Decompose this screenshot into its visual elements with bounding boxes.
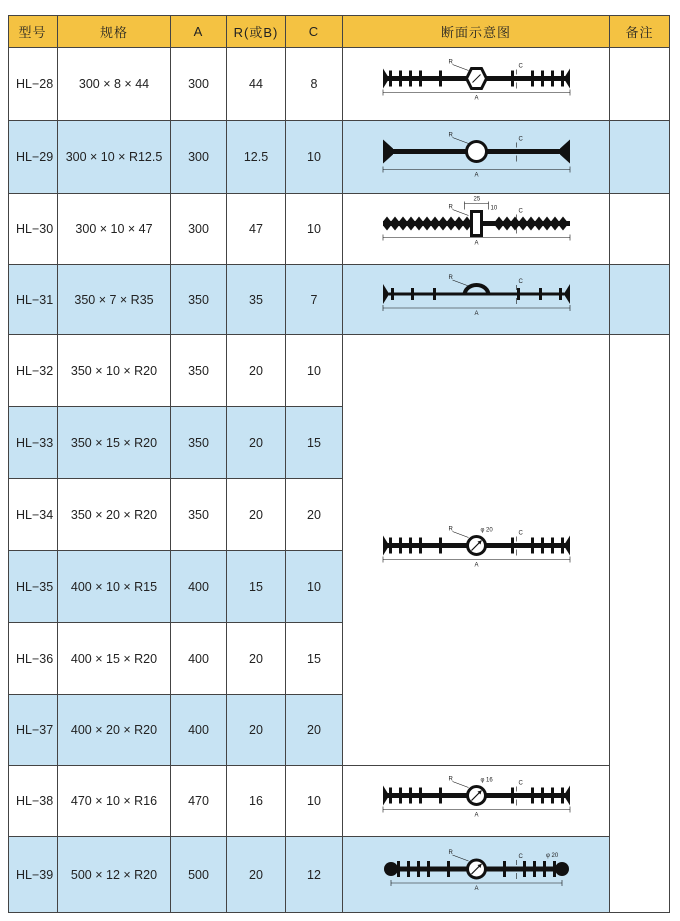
diagram-cell-4 bbox=[343, 335, 610, 766]
row-10-model-text: HL−38 bbox=[16, 794, 54, 808]
row-2-a-text: 300 bbox=[188, 222, 209, 236]
row-5-r-text: 20 bbox=[249, 435, 263, 450]
row-7-c bbox=[286, 551, 343, 623]
header-model bbox=[8, 15, 58, 48]
row-10-model bbox=[8, 766, 58, 837]
row-5-model bbox=[8, 407, 58, 479]
row-6-model bbox=[8, 479, 58, 551]
row-0-spec bbox=[58, 48, 171, 121]
row-9-c bbox=[286, 695, 343, 766]
row-9-r bbox=[227, 695, 286, 766]
row-5-r bbox=[227, 407, 286, 479]
c-label: C bbox=[518, 530, 523, 537]
row-10-a bbox=[171, 766, 227, 837]
row-4-a bbox=[171, 335, 227, 407]
diagram-cell-0 bbox=[343, 48, 610, 121]
row-6-spec bbox=[58, 479, 171, 551]
row-2-model bbox=[8, 194, 58, 265]
remark-cell-1 bbox=[610, 121, 670, 194]
row-3-spec bbox=[58, 265, 171, 335]
row-11-a bbox=[171, 837, 227, 913]
row-7-a bbox=[171, 551, 227, 623]
header-r-text: R(或B) bbox=[233, 24, 279, 40]
row-11-c-text: 12 bbox=[307, 867, 321, 882]
cross-section-diagram-0 bbox=[343, 48, 610, 121]
row-4-r-text: 20 bbox=[249, 363, 263, 378]
remark-cell-2 bbox=[610, 194, 670, 265]
row-10-spec bbox=[58, 766, 171, 837]
header-diagram-text: 断面示意图 bbox=[440, 24, 511, 40]
row-8-r bbox=[227, 623, 286, 695]
c-label: C bbox=[518, 63, 523, 70]
row-3-r-text: 35 bbox=[249, 292, 263, 307]
row-8-r-text: 20 bbox=[249, 651, 263, 666]
row-7-spec bbox=[58, 551, 171, 623]
row-10-r-text: 16 bbox=[249, 794, 263, 808]
row-9-a bbox=[171, 695, 227, 766]
row-9-r-text: 20 bbox=[249, 723, 263, 737]
a-label: A bbox=[474, 562, 479, 569]
r-label: R bbox=[448, 59, 453, 66]
row-1-model-text: HL−29 bbox=[16, 150, 54, 164]
row-5-a-text: 350 bbox=[188, 435, 209, 450]
row-4-r bbox=[227, 335, 286, 407]
remark-cell-4 bbox=[610, 335, 670, 913]
row-0-c bbox=[286, 48, 343, 121]
row-6-r-text: 20 bbox=[249, 507, 263, 522]
dim-10-label: 10 bbox=[490, 205, 498, 212]
row-0-a-text: 300 bbox=[188, 77, 209, 91]
row-10-c-text: 10 bbox=[307, 794, 321, 808]
row-1-model bbox=[8, 121, 58, 194]
row-6-model-text: HL−34 bbox=[16, 507, 54, 522]
header-spec-text: 规格 bbox=[99, 24, 128, 40]
diagram-cell-6 bbox=[343, 837, 610, 913]
row-8-a-text: 400 bbox=[188, 651, 209, 666]
row-3-a bbox=[171, 265, 227, 335]
row-5-c bbox=[286, 407, 343, 479]
row-0-spec-text: 300 × 8 × 44 bbox=[78, 77, 150, 91]
row-2-r-text: 47 bbox=[249, 222, 263, 236]
row-10-a-text: 470 bbox=[188, 794, 209, 808]
row-3-model bbox=[8, 265, 58, 335]
row-10-spec-text: 470 × 10 × R16 bbox=[70, 794, 158, 808]
cross-section-diagram-2 bbox=[343, 194, 610, 265]
spec-table bbox=[8, 15, 670, 913]
c-label: C bbox=[518, 136, 523, 143]
row-6-c bbox=[286, 479, 343, 551]
header-remark bbox=[610, 15, 670, 48]
row-7-r-text: 15 bbox=[249, 579, 263, 594]
row-2-model-text: HL−30 bbox=[16, 222, 54, 236]
cross-section-diagram-5 bbox=[343, 766, 610, 837]
header-a-text: A bbox=[193, 23, 204, 39]
diagram-cell-5 bbox=[343, 766, 610, 837]
row-9-model-text: HL−37 bbox=[16, 723, 54, 737]
row-10-r bbox=[227, 766, 286, 837]
row-8-spec bbox=[58, 623, 171, 695]
row-0-model bbox=[8, 48, 58, 121]
c-label: C bbox=[518, 208, 523, 215]
row-11-model-text: HL−39 bbox=[16, 867, 54, 882]
row-0-c-text: 8 bbox=[310, 77, 318, 91]
r-label: R bbox=[448, 204, 453, 211]
row-11-a-text: 500 bbox=[188, 867, 209, 882]
header-remark-text: 备注 bbox=[625, 24, 654, 40]
row-4-a-text: 350 bbox=[188, 363, 209, 378]
row-6-c-text: 20 bbox=[307, 507, 321, 522]
row-5-a bbox=[171, 407, 227, 479]
row-8-spec-text: 400 × 15 × R20 bbox=[70, 651, 158, 666]
row-6-spec-text: 350 × 20 × R20 bbox=[70, 507, 158, 522]
row-8-model-text: HL−36 bbox=[16, 651, 54, 666]
row-11-spec bbox=[58, 837, 171, 913]
c-label: C bbox=[518, 279, 523, 285]
row-0-r bbox=[227, 48, 286, 121]
row-7-a-text: 400 bbox=[188, 579, 209, 594]
row-4-spec-text: 350 × 10 × R20 bbox=[70, 363, 158, 378]
row-7-model bbox=[8, 551, 58, 623]
row-1-r bbox=[227, 121, 286, 194]
a-label: A bbox=[474, 172, 479, 179]
phi-label: φ 16 bbox=[480, 777, 493, 784]
diagram-cell-1 bbox=[343, 121, 610, 194]
row-1-spec bbox=[58, 121, 171, 194]
row-2-spec-text: 300 × 10 × 47 bbox=[75, 222, 153, 236]
cross-section-diagram-1 bbox=[343, 121, 610, 194]
remark-cell-0 bbox=[610, 48, 670, 121]
row-5-spec-text: 350 × 15 × R20 bbox=[70, 435, 158, 450]
row-3-spec-text: 350 × 7 × R35 bbox=[74, 292, 154, 307]
row-11-c bbox=[286, 837, 343, 913]
header-c bbox=[286, 15, 343, 48]
row-8-a bbox=[171, 623, 227, 695]
end-phi-label: φ 20 bbox=[546, 853, 559, 859]
row-1-spec-text: 300 × 10 × R12.5 bbox=[65, 150, 163, 164]
header-r bbox=[227, 15, 286, 48]
row-10-c bbox=[286, 766, 343, 837]
row-4-model bbox=[8, 335, 58, 407]
row-11-r-text: 20 bbox=[249, 867, 263, 882]
row-8-model bbox=[8, 623, 58, 695]
row-8-c-text: 15 bbox=[307, 651, 321, 666]
row-6-a-text: 350 bbox=[188, 507, 209, 522]
row-3-c-text: 7 bbox=[310, 292, 318, 307]
row-11-r bbox=[227, 837, 286, 913]
row-7-model-text: HL−35 bbox=[16, 579, 54, 594]
row-1-a-text: 300 bbox=[188, 150, 209, 164]
row-3-c bbox=[286, 265, 343, 335]
row-11-spec-text: 500 × 12 × R20 bbox=[70, 867, 158, 882]
dim-25-label: 25 bbox=[473, 196, 481, 203]
row-1-c-text: 10 bbox=[307, 150, 321, 164]
row-7-c-text: 10 bbox=[307, 579, 321, 594]
c-label: C bbox=[518, 780, 523, 787]
row-2-r bbox=[227, 194, 286, 265]
row-5-c-text: 15 bbox=[307, 435, 321, 450]
a-label: A bbox=[474, 812, 479, 819]
cross-section-diagram-4 bbox=[343, 335, 610, 766]
row-9-c-text: 20 bbox=[307, 723, 321, 737]
row-6-r bbox=[227, 479, 286, 551]
row-2-c bbox=[286, 194, 343, 265]
r-label: R bbox=[448, 850, 453, 856]
a-label: A bbox=[474, 95, 479, 102]
row-5-spec bbox=[58, 407, 171, 479]
row-0-r-text: 44 bbox=[249, 77, 263, 91]
row-1-a bbox=[171, 121, 227, 194]
row-7-spec-text: 400 × 10 × R15 bbox=[70, 579, 158, 594]
row-5-model-text: HL−33 bbox=[16, 435, 54, 450]
row-6-a bbox=[171, 479, 227, 551]
a-label: A bbox=[474, 311, 479, 317]
row-1-r-text: 12.5 bbox=[243, 150, 269, 164]
row-7-r bbox=[227, 551, 286, 623]
row-9-spec-text: 400 × 20 × R20 bbox=[70, 723, 158, 737]
cross-section-diagram-6 bbox=[343, 837, 610, 913]
row-4-c-text: 10 bbox=[307, 363, 321, 378]
row-3-a-text: 350 bbox=[188, 292, 209, 307]
header-c-text: C bbox=[308, 23, 320, 39]
phi-label: φ 20 bbox=[480, 527, 493, 534]
row-8-c bbox=[286, 623, 343, 695]
remark-cell-3 bbox=[610, 265, 670, 335]
row-2-c-text: 10 bbox=[307, 222, 321, 236]
row-3-r bbox=[227, 265, 286, 335]
row-2-a bbox=[171, 194, 227, 265]
r-label: R bbox=[448, 526, 453, 533]
row-4-c bbox=[286, 335, 343, 407]
row-4-spec bbox=[58, 335, 171, 407]
header-a bbox=[171, 15, 227, 48]
row-4-model-text: HL−32 bbox=[16, 363, 54, 378]
row-9-a-text: 400 bbox=[188, 723, 209, 737]
row-0-a bbox=[171, 48, 227, 121]
row-9-model bbox=[8, 695, 58, 766]
header-model-text: 型号 bbox=[18, 24, 47, 40]
header-spec bbox=[58, 15, 171, 48]
row-0-model-text: HL−28 bbox=[16, 77, 54, 91]
row-2-spec bbox=[58, 194, 171, 265]
a-label: A bbox=[474, 240, 479, 247]
row-1-c bbox=[286, 121, 343, 194]
r-label: R bbox=[448, 132, 453, 139]
row-9-spec bbox=[58, 695, 171, 766]
a-label: A bbox=[474, 886, 479, 892]
header-diagram bbox=[343, 15, 610, 48]
c-label: C bbox=[518, 854, 523, 860]
row-11-model bbox=[8, 837, 58, 913]
diagram-cell-2 bbox=[343, 194, 610, 265]
r-label: R bbox=[448, 275, 453, 281]
cross-section-diagram-3 bbox=[343, 265, 610, 335]
row-3-model-text: HL−31 bbox=[16, 292, 54, 307]
diagram-cell-3 bbox=[343, 265, 610, 335]
r-label: R bbox=[448, 776, 453, 783]
